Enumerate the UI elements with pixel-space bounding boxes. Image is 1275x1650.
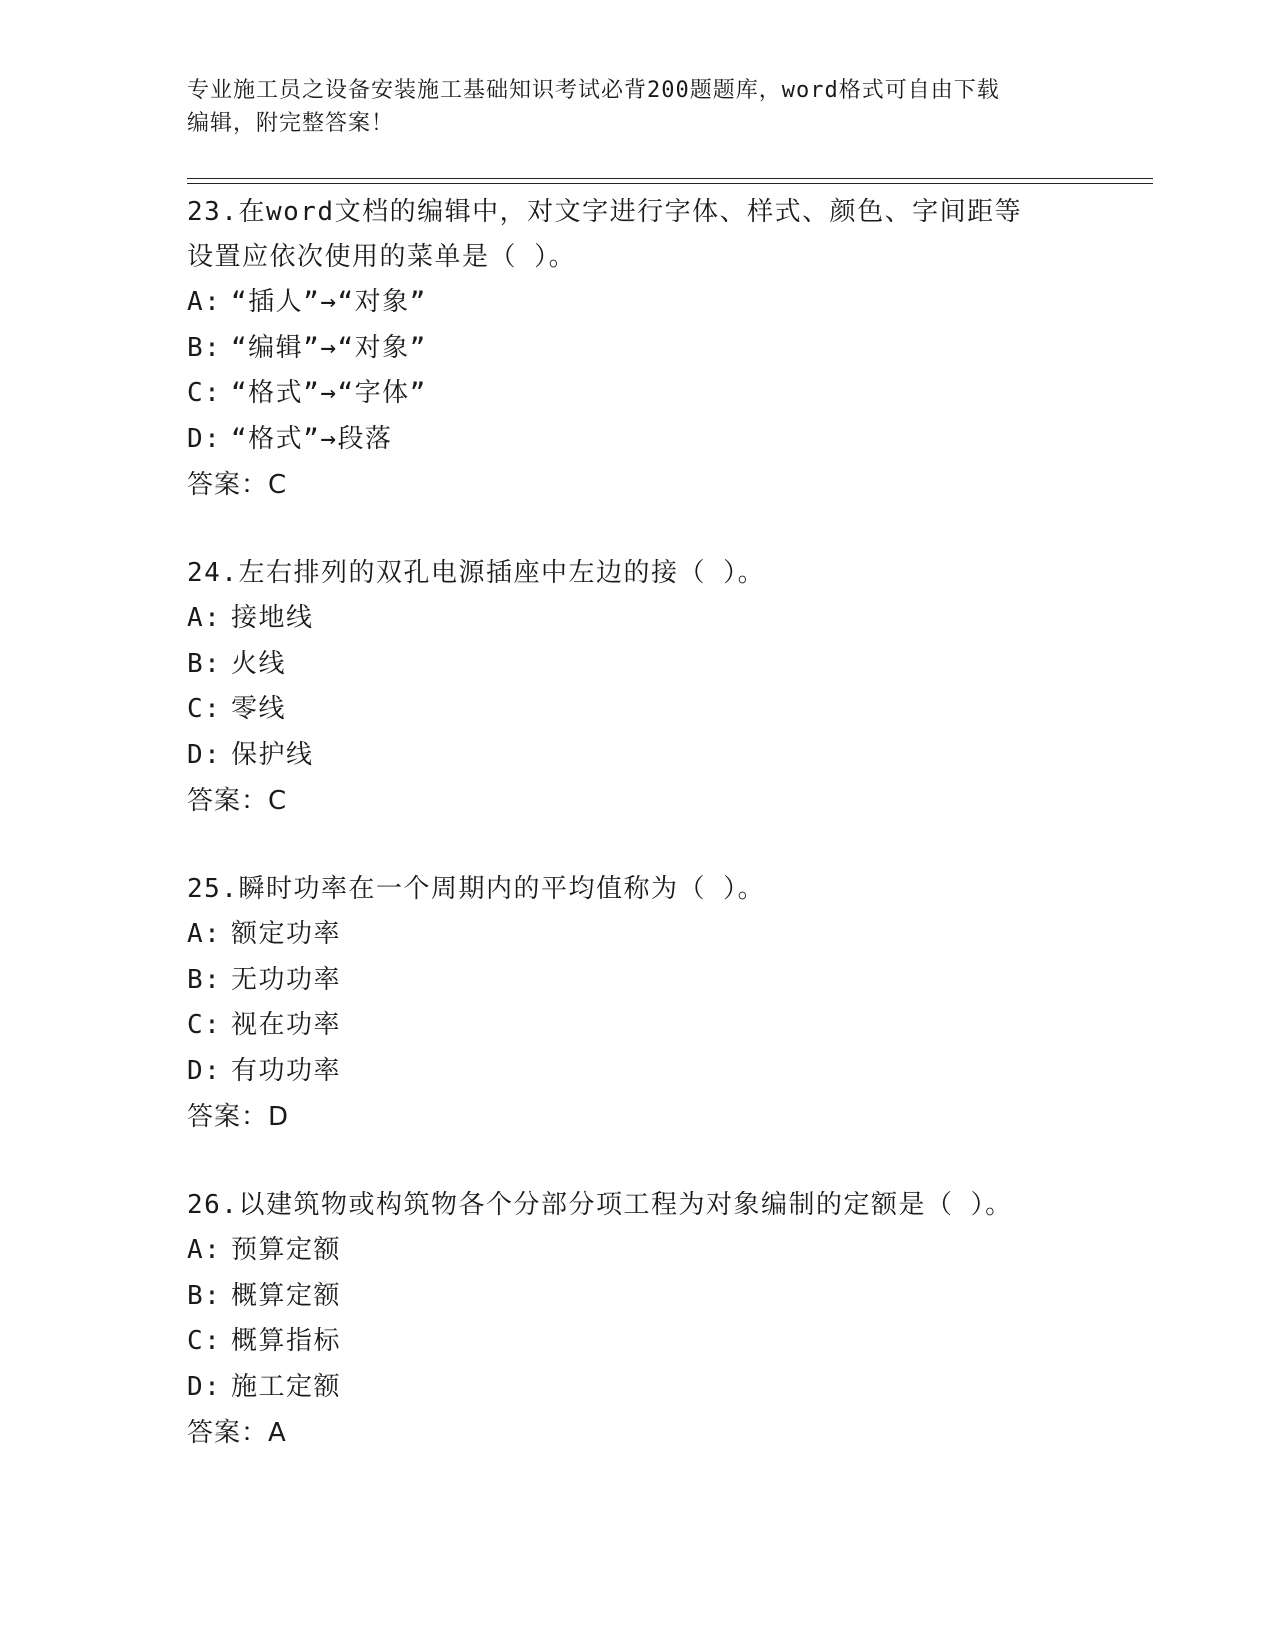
question-23 <box>187 190 1087 509</box>
option-text: 有功功率 <box>231 1055 342 1086</box>
option-text: “格式”→“字体” <box>231 378 427 408</box>
option-letter: A: <box>187 919 222 949</box>
header-divider-top <box>187 178 1153 179</box>
answer-line: 答案：D <box>187 1102 290 1132</box>
question-24 <box>187 551 1087 825</box>
option-d <box>187 733 1087 779</box>
option-letter: A: <box>187 603 222 633</box>
option-b <box>187 326 1087 372</box>
header-divider-bottom <box>187 183 1153 184</box>
option-letter: C: <box>187 1010 222 1040</box>
question-list <box>187 190 1087 1457</box>
option-text: “格式”→段落 <box>231 423 393 454</box>
option-letter: C: <box>187 694 222 724</box>
option-d <box>187 1365 1087 1411</box>
option-text: 概算定额 <box>231 1280 342 1311</box>
option-letter: B: <box>187 332 222 363</box>
document-header <box>187 74 1067 140</box>
header-line-2: 编辑，附完整答案！ <box>187 111 395 136</box>
option-letter: B: <box>187 964 222 995</box>
answer-line: 答案：C <box>187 786 288 816</box>
answer-line: 答案：A <box>187 1418 287 1448</box>
question-spacer <box>187 825 1087 867</box>
question-stem-line: 设置应依次使用的菜单是（ ）。 <box>187 242 577 272</box>
option-a <box>187 596 1087 642</box>
option-text: 接地线 <box>231 603 314 633</box>
answer-line: 答案：C <box>187 470 288 500</box>
option-d <box>187 417 1087 463</box>
option-d <box>187 1049 1087 1095</box>
question-spacer <box>187 509 1087 551</box>
option-letter: A: <box>187 287 222 317</box>
option-a <box>187 912 1087 958</box>
option-text: 视在功率 <box>231 1010 342 1040</box>
question-stem-line: 25.瞬时功率在一个周期内的平均值称为（ ）。 <box>187 874 766 904</box>
option-text: 额定功率 <box>231 919 342 949</box>
option-text: 无功功率 <box>231 964 342 995</box>
option-b <box>187 958 1087 1004</box>
option-text: “编辑”→“对象” <box>231 332 427 363</box>
option-text: 概算指标 <box>231 1326 342 1356</box>
option-letter: C: <box>187 378 222 408</box>
option-a <box>187 280 1087 326</box>
option-letter: D: <box>187 423 222 454</box>
option-letter: A: <box>187 1235 222 1265</box>
question-stem-line: 26.以建筑物或构筑物各个分部分项工程为对象编制的定额是（ ）。 <box>187 1190 1013 1220</box>
option-b <box>187 1274 1087 1320</box>
option-text: 施工定额 <box>231 1371 342 1402</box>
option-letter: B: <box>187 648 222 679</box>
option-c <box>187 1319 1087 1365</box>
option-text: 预算定额 <box>231 1235 342 1265</box>
option-text: “插人”→“对象” <box>231 287 427 317</box>
question-25 <box>187 867 1087 1141</box>
option-text: 保护线 <box>231 739 314 770</box>
option-letter: D: <box>187 739 222 770</box>
option-b <box>187 642 1087 688</box>
question-spacer <box>187 1141 1087 1183</box>
question-stem-line: 24.左右排列的双孔电源插座中左边的接（ ）。 <box>187 558 766 588</box>
option-letter: D: <box>187 1055 222 1086</box>
question-stem-line: 23.在word文档的编辑中，对文字进行字体、样式、颜色、字间距等 <box>187 197 1023 227</box>
question-26 <box>187 1183 1087 1457</box>
option-a <box>187 1228 1087 1274</box>
option-text: 火线 <box>231 648 287 679</box>
option-letter: C: <box>187 1326 222 1356</box>
option-letter: D: <box>187 1371 222 1402</box>
header-line-1: 专业施工员之设备安装施工基础知识考试必背200题题库，word格式可自由下载 <box>187 78 1000 103</box>
option-c <box>187 371 1087 417</box>
option-c <box>187 687 1087 733</box>
option-letter: B: <box>187 1280 222 1311</box>
option-text: 零线 <box>231 694 287 724</box>
option-c <box>187 1003 1087 1049</box>
